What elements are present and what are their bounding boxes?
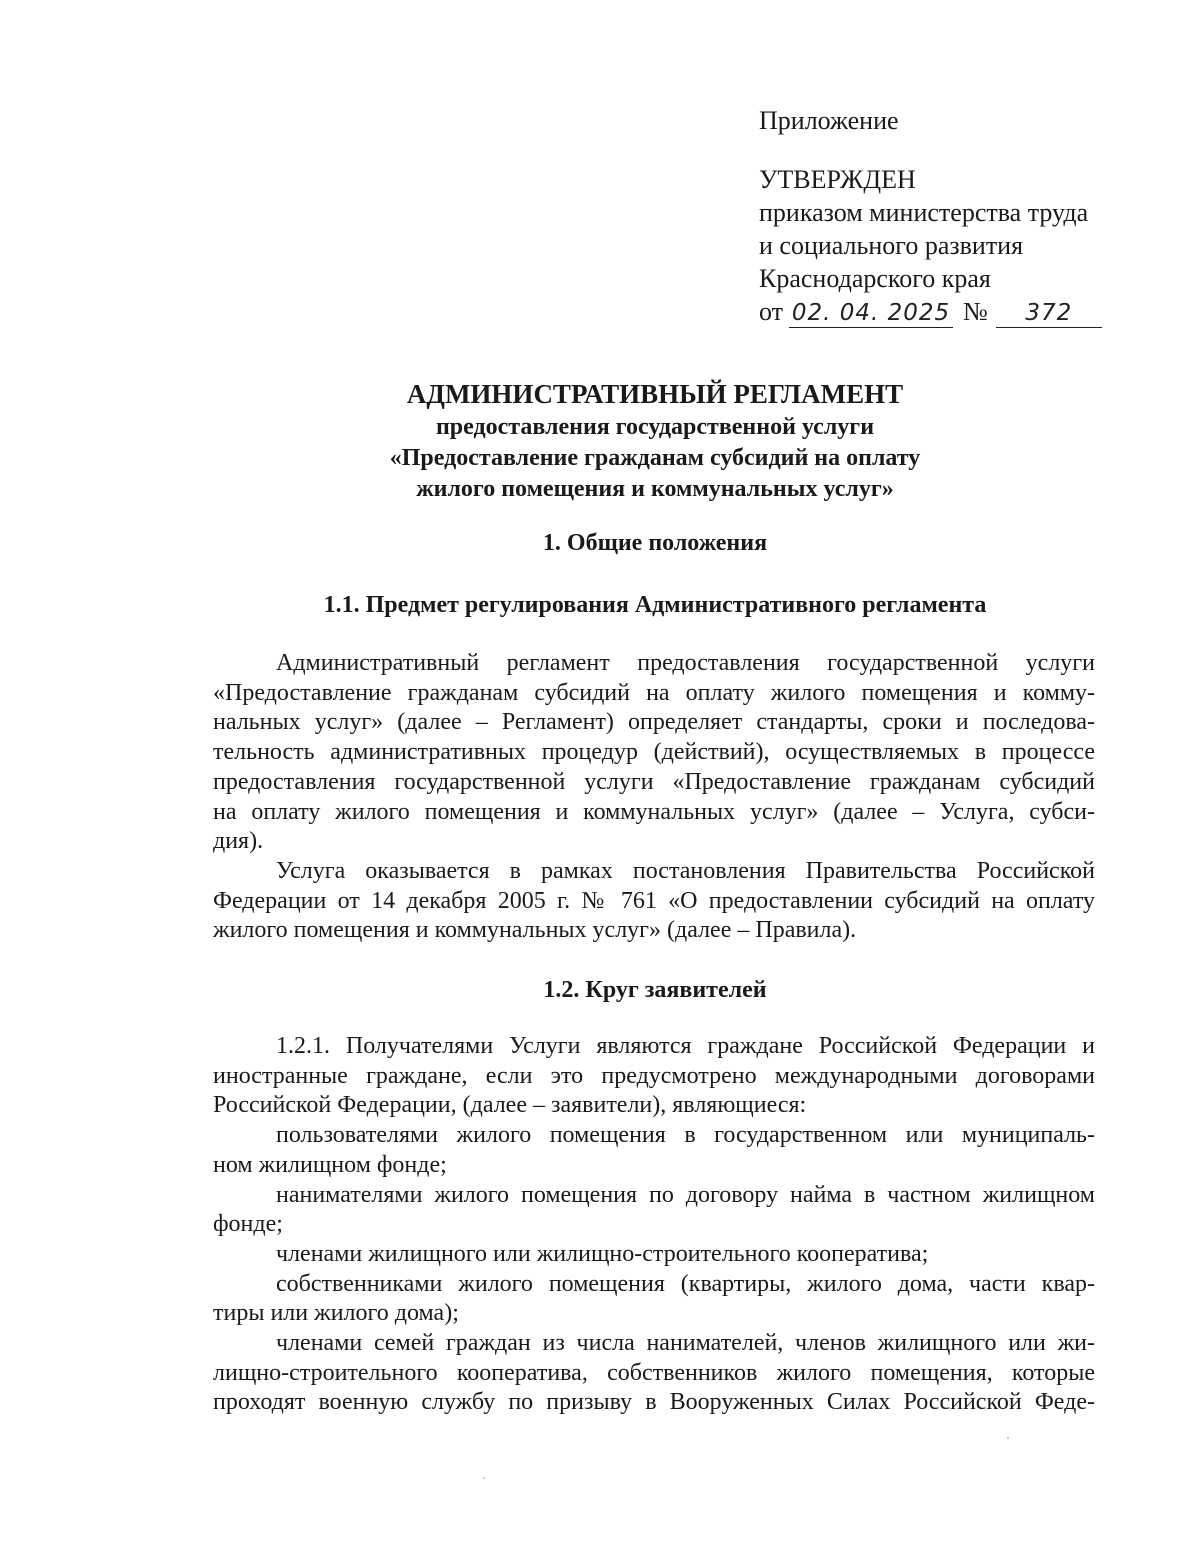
body-line: членами семей граждан из числа нанимателей, членов жилищного или жи- <box>276 1330 1095 1357</box>
section-heading-1-2: 1.2. Круг заявителей <box>543 977 767 1003</box>
body-line: на оплату жилого помещения и коммунальных услуг» (далее – Услуга, субси- <box>213 798 1095 825</box>
order-date: 02. 04. 2025 <box>789 299 953 328</box>
body-line: нальных услуг» (далее – Регламент) определяет стандарты, сроки и последова- <box>213 709 1095 736</box>
body-line: нанимателями жилого помещения по договору найма в частном жилищном <box>276 1181 1095 1208</box>
approval-line-2: и социального развития <box>759 231 1024 260</box>
body-line: жилого помещения и коммунальных услуг» (далее – Правила). <box>213 917 857 944</box>
body-line: Российской Федерации, (далее – заявители), являющиеся: <box>213 1092 807 1119</box>
title-line-4: жилого помещения и коммунальных услуг» <box>416 476 894 502</box>
body-line: членами жилищного или жилищно-строительного кооператива; <box>276 1240 929 1267</box>
body-line: «Предоставление гражданам субсидий на оплату жилого помещения и комму- <box>213 679 1095 706</box>
scan-speck <box>483 1477 485 1479</box>
section-heading-1-1: 1.1. Предмет регулирования Административного регламента <box>323 592 987 618</box>
title-line-3: «Предоставление гражданам субсидий на оплату <box>389 445 921 471</box>
from-label: от <box>759 297 784 326</box>
approval-line-3: Краснодарского края <box>759 264 991 293</box>
body-line: собственниками жилого помещения (квартиры, жилого дома, части квар- <box>276 1270 1095 1297</box>
body-line: предоставления государственной услуги «Предоставление гражданам субсидий <box>213 768 1095 795</box>
document-title <box>0 376 1200 505</box>
body-line: иностранные граждане, если это предусмотрено международными договорами <box>213 1062 1095 1089</box>
body-line: дия). <box>213 828 264 855</box>
order-number: 372 <box>996 299 1102 328</box>
title-line-2: предоставления государственной услуги <box>435 414 875 440</box>
appendix-label: Приложение <box>759 106 899 135</box>
body-line: лищно-строительного кооператива, собственников жилого помещения, которые <box>213 1359 1095 1386</box>
body-line: проходят военную службу по призыву в Вооруженных Силах Российской Феде- <box>213 1389 1095 1416</box>
number-sign: № <box>963 297 988 326</box>
body-line: тиры или жилого дома); <box>213 1300 459 1327</box>
body-line: тельность административных процедур (действий), осуществляемых в процессе <box>213 739 1095 766</box>
body-line: Административный регламент предоставления государственной услуги <box>276 650 1095 676</box>
body-line: Федерации от 14 декабря 2005 г. № 761 «О предоставлении субсидий на оплату <box>213 887 1095 914</box>
order-date-number <box>759 295 1102 328</box>
section-heading-1: 1. Общие положения <box>542 530 768 556</box>
body-line: 1.2.1. Получателями Услуги являются граждане Российской Федерации и <box>276 1033 1095 1059</box>
title-main: АДМИНИСТРАТИВНЫЙ РЕГЛАМЕНТ <box>406 379 904 409</box>
body-block-1 <box>213 649 1095 946</box>
body-line: ном жилищном фонде; <box>213 1151 447 1178</box>
scan-speck <box>1007 1437 1009 1439</box>
body-line: пользователями жилого помещения в государственном или муниципаль- <box>276 1122 1095 1149</box>
body-line: Услуга оказывается в рамках постановления Правительства Российской <box>276 857 1095 884</box>
approved-label: УТВЕРЖДЕН <box>759 165 916 194</box>
body-block-2 <box>213 1032 1095 1418</box>
approval-line-1: приказом министерства труда <box>759 198 1089 227</box>
approval-stamp <box>759 104 1102 328</box>
body-line: фонде; <box>213 1211 283 1238</box>
